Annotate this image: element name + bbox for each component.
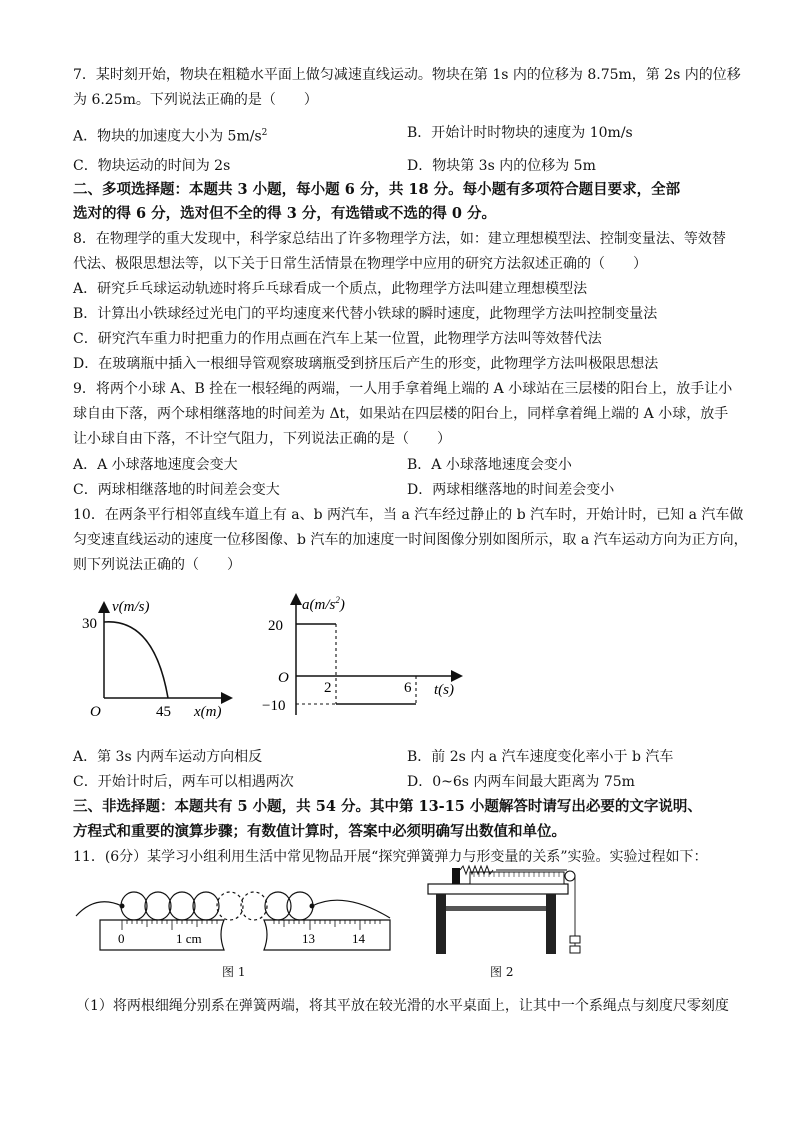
fig1-left-knot	[120, 904, 125, 909]
vx-y-label: v(m/s)	[112, 599, 150, 615]
fig1-tick-0: 0	[118, 931, 125, 946]
fig2-tabletop	[428, 884, 568, 894]
q8-option-a: A．研究乒乓球运动轨迹时将乒乓球看成一个质点，此物理学方法叫建立理想模型法	[73, 281, 588, 297]
at-y-label: $a(m/s^2)$	[302, 595, 345, 613]
fig2-crossbar	[446, 906, 546, 911]
q9-option-b: B．A 小球落地速度会变小	[407, 457, 572, 473]
q8-option-d: D．在玻璃瓶中插入一根细导管观察玻璃瓶受到挤压后产生的形变，此物理学方法叫极限思想法	[73, 356, 659, 372]
fig1-right-string	[312, 900, 390, 918]
q8-stem-line1: 8．在物理学的重大发现中，科学家总结出了许多物理学方法，如：建立理想模型法、控制变量法、等效替	[73, 231, 726, 247]
q7-option-d: D．物块第 3s 内的位移为 5m	[407, 158, 596, 174]
vx-curve	[104, 622, 168, 698]
fig1-left-string	[76, 902, 122, 916]
q10-stem-line2: 匀变速直线运动的速度一位移图像、b 汽车的加速度一时间图像分别如图所示，取 a 汽车运动方向为正方向，	[73, 532, 748, 548]
at-y-tick-neg10: −10	[262, 698, 286, 714]
q8-option-c: C．研究汽车重力时把重力的作用点画在汽车上某一位置，此物理学方法叫等效替代法	[73, 331, 602, 347]
q11-stem: 11．(6分）某学习小组利用生活中常见物品开展“探究弹簧弹力与形变量的关系”实验。实验过程如下：	[73, 849, 708, 865]
fig1-tick-1cm: 1 cm	[176, 931, 202, 946]
at-t-tick-6: 6	[404, 680, 412, 696]
q10-stem-line3: 则下列说法正确的（ ）	[73, 557, 241, 573]
at-t-label: t(s)	[434, 682, 454, 698]
q7-option-a	[73, 124, 267, 146]
at-y-tick-20: 20	[268, 618, 283, 634]
q7-option-b: B．开始计时时物块的速度为 10m/s	[407, 125, 633, 141]
q10-option-a: A．第 3s 内两车运动方向相反	[73, 749, 263, 765]
q11-step1: （1）将两根细绳分别系在弹簧两端，将其平放在较光滑的水平桌面上，让其中一个系绳点与刻度尺零刻度	[76, 998, 729, 1014]
q10-stem-line1: 10．在两条平行相邻直线车道上有 a、b 两汽车，当 a 汽车经过静止的 b 汽车时，开始计时，已知 a 汽车做	[73, 507, 744, 523]
q7-stem-line1: 7．某时刻开始，物块在粗糙水平面上做匀减速直线运动。物块在第 1s 内的位移为 8.75m，第 2s 内的位移	[73, 67, 741, 83]
vx-x-tick-45: 45	[156, 704, 171, 720]
at-t-tick-2: 2	[324, 680, 332, 696]
fig2-fixed-block	[452, 868, 460, 884]
q9-option-a: A．A 小球落地速度会变大	[73, 457, 238, 473]
fig1-right-knot	[310, 904, 315, 909]
fig1-ruler-right	[264, 920, 390, 950]
q11-figure1-label: 图 1	[222, 965, 246, 979]
q10-vx-graph	[80, 590, 240, 725]
at-origin: O	[278, 670, 289, 686]
vx-origin: O	[90, 704, 101, 720]
section2-line2: 选对的得 6 分，选对但不全的得 3 分，有选错或不选的得 0 分。	[73, 205, 497, 222]
q8-option-b: B．计算出小铁球经过光电门的平均速度来代替小铁球的瞬时速度，此物理学方法叫控制变量法	[73, 306, 658, 322]
q11-figure2	[422, 858, 587, 958]
fig1-tick-13: 13	[302, 931, 315, 946]
q10-at-graph	[262, 590, 472, 720]
q11-figure2-label: 图 2	[490, 965, 514, 979]
vx-y-tick-30: 30	[82, 616, 97, 632]
q9-option-c: C．两球相继落地的时间差会变大	[73, 482, 280, 498]
section3-line1: 三、非选择题：本题共有 5 小题，共 54 分。其中第 13-15 小题解答时请写出必要的文字说明、	[73, 798, 702, 815]
fig2-weight-2	[570, 946, 580, 953]
section2-line1: 二、多项选择题：本题共 3 小题，每小题 6 分，共 18 分。每小题有多项符合题目要求，全部	[73, 181, 681, 198]
q9-stem-line2: 球自由下落，两个球相继落地的时间差为 Δt，如果站在四层楼的阳台上，同样拿着绳上端的 A 小球，放手	[73, 406, 729, 422]
q7-option-a-sup: 2	[261, 128, 268, 138]
q10-option-b: B．前 2s 内 a 汽车速度变化率小于 b 汽车	[407, 749, 674, 765]
fig2-weight-1	[570, 936, 580, 943]
fig1-tick-14: 14	[352, 931, 365, 946]
q7-option-a-text: A．物块的加速度大小为 5m/s	[73, 128, 262, 145]
q7-option-c: C．物块运动的时间为 2s	[73, 158, 231, 174]
vx-x-label: x(m)	[194, 704, 222, 720]
fig2-pulley	[565, 871, 575, 881]
q10-option-c: C．开始计时后，两车可以相遇两次	[73, 774, 294, 790]
fig2-left-leg	[436, 894, 446, 954]
q7-stem-line2: 为 6.25m。下列说法正确的是（ ）	[73, 92, 318, 108]
fig1-spring	[121, 892, 313, 920]
q9-stem-line3: 让小球自由下落，不计空气阻力，下列说法正确的是（ ）	[73, 431, 451, 447]
q11-figure1	[74, 872, 394, 952]
q9-stem-line1: 9．将两个小球 A、B 拴在一根轻绳的两端，一人用手拿着绳上端的 A 小球站在三层楼的阳台上，放手让小	[73, 381, 733, 397]
q10-option-d: D．0~6s 内两车间最大距离为 75m	[407, 774, 635, 790]
q8-stem-line2: 代法、极限思想法等，以下关于日常生活情景在物理学中应用的研究方法叙述正确的（ ）	[73, 256, 647, 272]
section3-line2: 方程式和重要的演算步骤；有数值计算时，答案中必须明确写出数值和单位。	[73, 823, 566, 840]
q9-option-d: D．两球相继落地的时间差会变小	[407, 482, 615, 498]
fig2-right-leg	[546, 894, 556, 954]
